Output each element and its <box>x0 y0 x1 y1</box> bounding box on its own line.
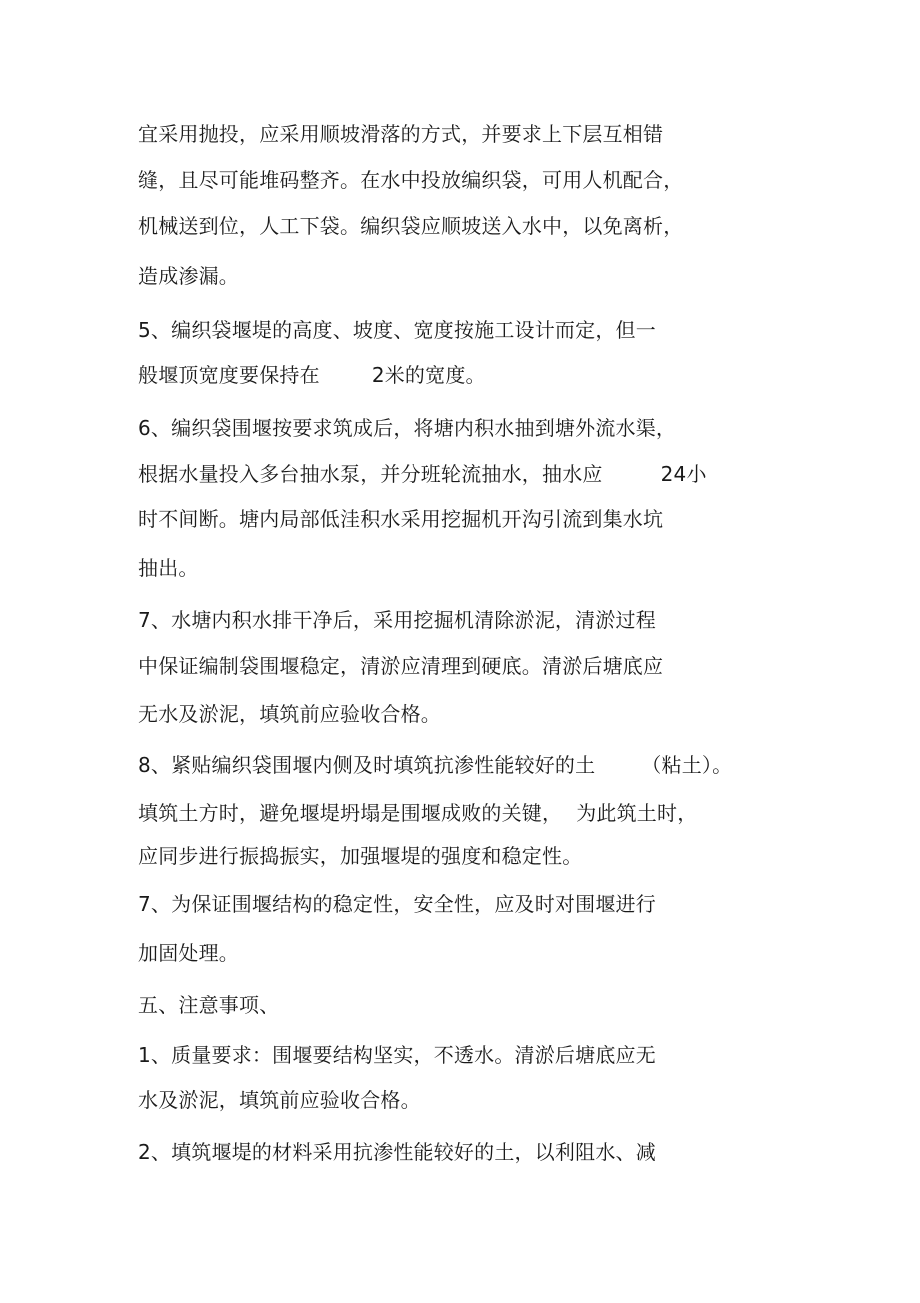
text-line <box>138 940 239 966</box>
text-segment: 缝，且尽可能堆码整齐。在水中投放编织袋，可用人机配合， <box>138 168 684 192</box>
text-segment: 填筑土方时，避免堰堤坍塌是围堰成败的关键， <box>138 801 563 825</box>
text-segment: 机械送到位，人工下袋。编织袋应顺坡送入水中，以免离析， <box>138 214 684 238</box>
text-line <box>138 752 732 778</box>
text-line <box>138 263 239 289</box>
text-line <box>138 362 486 388</box>
text-line <box>138 607 656 633</box>
text-line <box>138 461 707 487</box>
text-line <box>138 167 683 193</box>
text-segment: 宜采用抛投，应采用顺坡滑落的方式，并要求上下层互相错 <box>138 122 664 146</box>
section-heading <box>138 992 279 1018</box>
text-line <box>138 1087 421 1113</box>
text-segment: 根据水量投入多台抽水泵，并分班轮流抽水，抽水应 <box>138 462 603 486</box>
text-segment: 水及淤泥，填筑前应验收合格。 <box>138 1088 421 1112</box>
text-segment: 应同步进行振捣振实，加强堰堤的强度和稳定性。 <box>138 844 583 868</box>
text-segment: 造成渗漏。 <box>138 264 239 288</box>
text-segment: 8、紧贴编织袋围堰内侧及时填筑抗渗性能较好的土 <box>138 753 596 777</box>
text-segment: 无水及淤泥，填筑前应验收合格。 <box>138 702 441 726</box>
text-line <box>138 213 683 239</box>
text-line <box>138 121 663 147</box>
text-segment: 1、质量要求：围堰要结构坚实，不透水。清淤后塘底应无 <box>138 1043 656 1067</box>
text-segment: 中保证编制袋围堰稳定，清淤应清理到硬底。清淤后塘底应 <box>138 654 664 678</box>
text-line <box>138 506 663 532</box>
text-segment: 7、为保证围堰结构的稳定性，安全性，应及时对围堰进行 <box>138 892 656 916</box>
text-segment: 6、编织袋围堰按要求筑成后，将塘内积水抽到塘外流水渠， <box>138 416 677 440</box>
text-line <box>138 843 582 869</box>
text-line <box>138 555 199 581</box>
text-segment: 为此筑土时， <box>576 801 698 825</box>
text-segment: 5、编织袋堰堤的高度、坡度、宽度按施工设计而定，但一 <box>138 318 656 342</box>
text-segment: 加固处理。 <box>138 941 239 965</box>
text-segment: 五、注意事项、 <box>138 993 280 1017</box>
text-line <box>138 891 656 917</box>
text-segment: （粘土）。 <box>641 753 733 777</box>
text-segment: 般堰顶宽度要保持在 <box>138 363 320 387</box>
text-line <box>138 800 697 826</box>
text-segment: 2米的宽度。 <box>371 363 486 387</box>
text-line <box>138 1042 656 1068</box>
text-segment: 24小 <box>660 462 707 486</box>
text-segment: 7、水塘内积水排干净后，采用挖掘机清除淤泥，清淤过程 <box>138 608 656 632</box>
text-segment: 抽出。 <box>138 556 199 580</box>
text-segment: 时不间断。塘内局部低洼积水采用挖掘机开沟引流到集水坑 <box>138 507 664 531</box>
text-line <box>138 415 676 441</box>
text-segment: 2、填筑堰堤的材料采用抗渗性能较好的土，以利阻水、减 <box>138 1140 656 1164</box>
text-line <box>138 653 663 679</box>
text-line <box>138 701 441 727</box>
text-line <box>138 317 656 343</box>
text-line <box>138 1139 656 1165</box>
